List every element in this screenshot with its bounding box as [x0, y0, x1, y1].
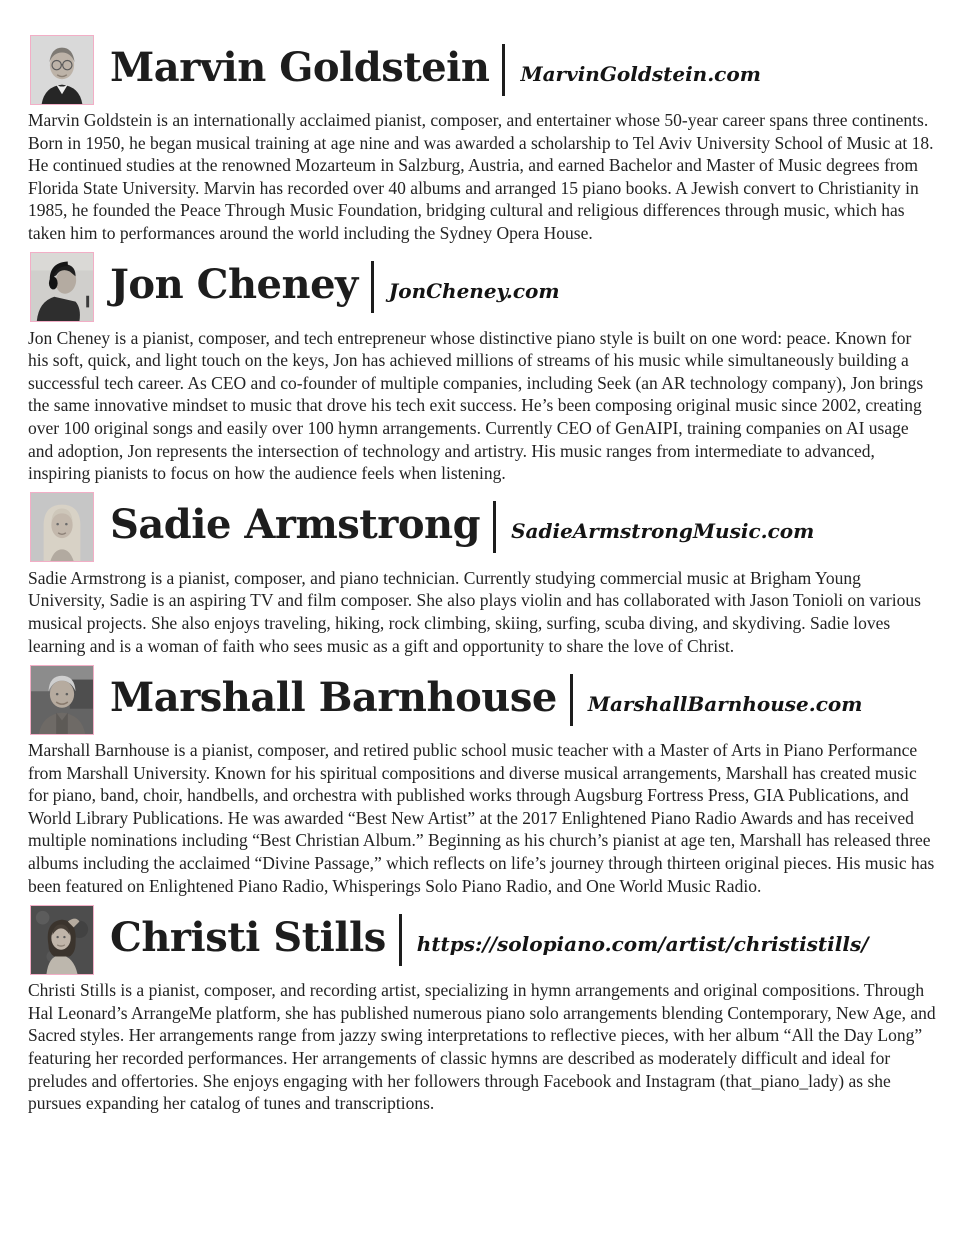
artist-website-link[interactable]: https://solopiano.com/artist/christistills/: [416, 931, 869, 956]
artist-header: [30, 904, 943, 975]
sadie-armstrong-photo: [30, 492, 94, 562]
separator-bar: [399, 914, 402, 966]
artist-section-sadie-armstrong: [28, 492, 943, 657]
separator-bar: [493, 501, 496, 553]
artist-name: Marvin Goldstein: [110, 43, 490, 91]
christi-stills-photo: [30, 905, 94, 975]
separator-bar: [570, 674, 573, 726]
artist-bio: Marvin Goldstein is an internationally acclaimed pianist, composer, and entertainer whose 50-year career spans three continents. Born in 1950, he began musical training at age nine and was awarded a scholarship to Tel Aviv University School of Music at 18. He continued studies at the renowned Mozarteum in Salzburg, Austria, and earned Bachelor and Master of Music degrees from Florida State University. Marvin has recorded over 40 albums and arranged 15 piano books. A Jewish convert to Christianity in 1985, he founded the Peace Through Music Foundation, bridging cultural and religious differences through music, which has taken him to performances around the world including the Sydney Opera House.: [28, 110, 934, 243]
artist-header: [30, 34, 943, 105]
portrait-image: [31, 36, 93, 104]
artist-name: Jon Cheney: [110, 261, 358, 309]
artist-website-link[interactable]: JonCheney.com: [388, 279, 560, 304]
artist-website-link[interactable]: SadieArmstrongMusic.com: [511, 519, 815, 544]
artist-section-marshall-barnhouse: [28, 664, 943, 897]
artist-section-jon-cheney: [28, 252, 943, 485]
separator-bar: [371, 261, 374, 313]
artist-section-christi-stills: [28, 904, 943, 1115]
artist-section-marvin-goldstein: [28, 34, 943, 245]
artist-bio: Christi Stills is a pianist, composer, and recording artist, specializing in hymn arrangements and original compositions. Through Hal Leonard’s ArrangeMe platform, she has published numerous piano solo arrangements blending Contemporary, New Age, and Sacred styles. Her arrangements range from jazzy swing interpretations to reflective pieces, with her album “All the Day Long” featuring her recorded performances. Her arrangements of classic hymns are described as moderately difficult and ideal for preludes and offertories. She enjoys engaging with her followers through Facebook and Instagram (that_piano_lady) as she pursues expanding her catalog of tunes and transcriptions.: [28, 980, 936, 1114]
marvin-goldstein-photo: [30, 35, 94, 105]
portrait-image: [31, 493, 93, 561]
artist-bio: Sadie Armstrong is a pianist, composer, and piano technician. Currently studying commercial music at Brigham Young University, Sadie is an aspiring TV and film composer. She also plays violin and has collaborated with Jason Tonioli on various musical projects. She also enjoys traveling, hiking, rock climbing, skiing, surfing, scuba diving, and skydiving. Sadie loves learning and is a woman of faith who sees music as a gift and opportunity to share the love of Christ.: [28, 567, 921, 656]
artist-name: Christi Stills: [110, 913, 386, 961]
portrait-image: [31, 253, 93, 321]
artist-header: [30, 252, 943, 323]
separator-bar: [502, 44, 505, 96]
artist-header: [30, 492, 943, 563]
jon-cheney-photo: [30, 252, 94, 322]
artist-bio: Marshall Barnhouse is a pianist, composer, and retired public school music teacher with a Master of Arts in Piano Performance from Marshall University. Known for his spiritual compositions and diverse musical arrangements, Marshall has created music for piano, band, choir, handbells, and orchestra with published works through Augsburg Fortress Press, GIA Publications, and World Library Publications. He was awarded “Best New Artist” at the 2017 Enlightened Piano Radio Awards and has received multiple nominations including “Best Christian Album.” Beginning as his church’s pianist at age ten, Marshall has released three albums including the acclaimed “Divine Passage,” which reflects on life’s journey through thirteen original pieces. His music has been featured on Enlightened Piano Radio, Whisperings Solo Piano Radio, and One World Music Radio.: [28, 740, 935, 896]
portrait-image: [31, 666, 93, 734]
portrait-image: [31, 906, 93, 974]
artist-website-link[interactable]: MarvinGoldstein.com: [520, 61, 761, 86]
marshall-barnhouse-photo: [30, 665, 94, 735]
artist-website-link[interactable]: MarshallBarnhouse.com: [587, 691, 863, 716]
artist-bio: Jon Cheney is a pianist, composer, and tech entrepreneur whose distinctive piano style is built on one word: peace. Known for his soft, quick, and light touch on the keys, Jon has achieved millions of streams of his music while simultaneously building a successful tech career. As CEO and co-founder of multiple companies, including Seek (an AR technology company), Jon brings the same innovative mindset to music that drove his tech exit success. He’s been composing original music since 2002, creating over 100 original songs and easily over 100 hymn arrangements. Currently CEO of GenAIPI, training companies on AI usage and adoption, Jon represents the intersection of technology and artistry. His music ranges from intermediate to advanced, inspiring pianists to focus on how the audience feels when listening.: [28, 327, 924, 484]
artist-name: Marshall Barnhouse: [110, 673, 557, 721]
artist-header: [30, 664, 943, 735]
artist-name: Sadie Armstrong: [110, 501, 481, 549]
